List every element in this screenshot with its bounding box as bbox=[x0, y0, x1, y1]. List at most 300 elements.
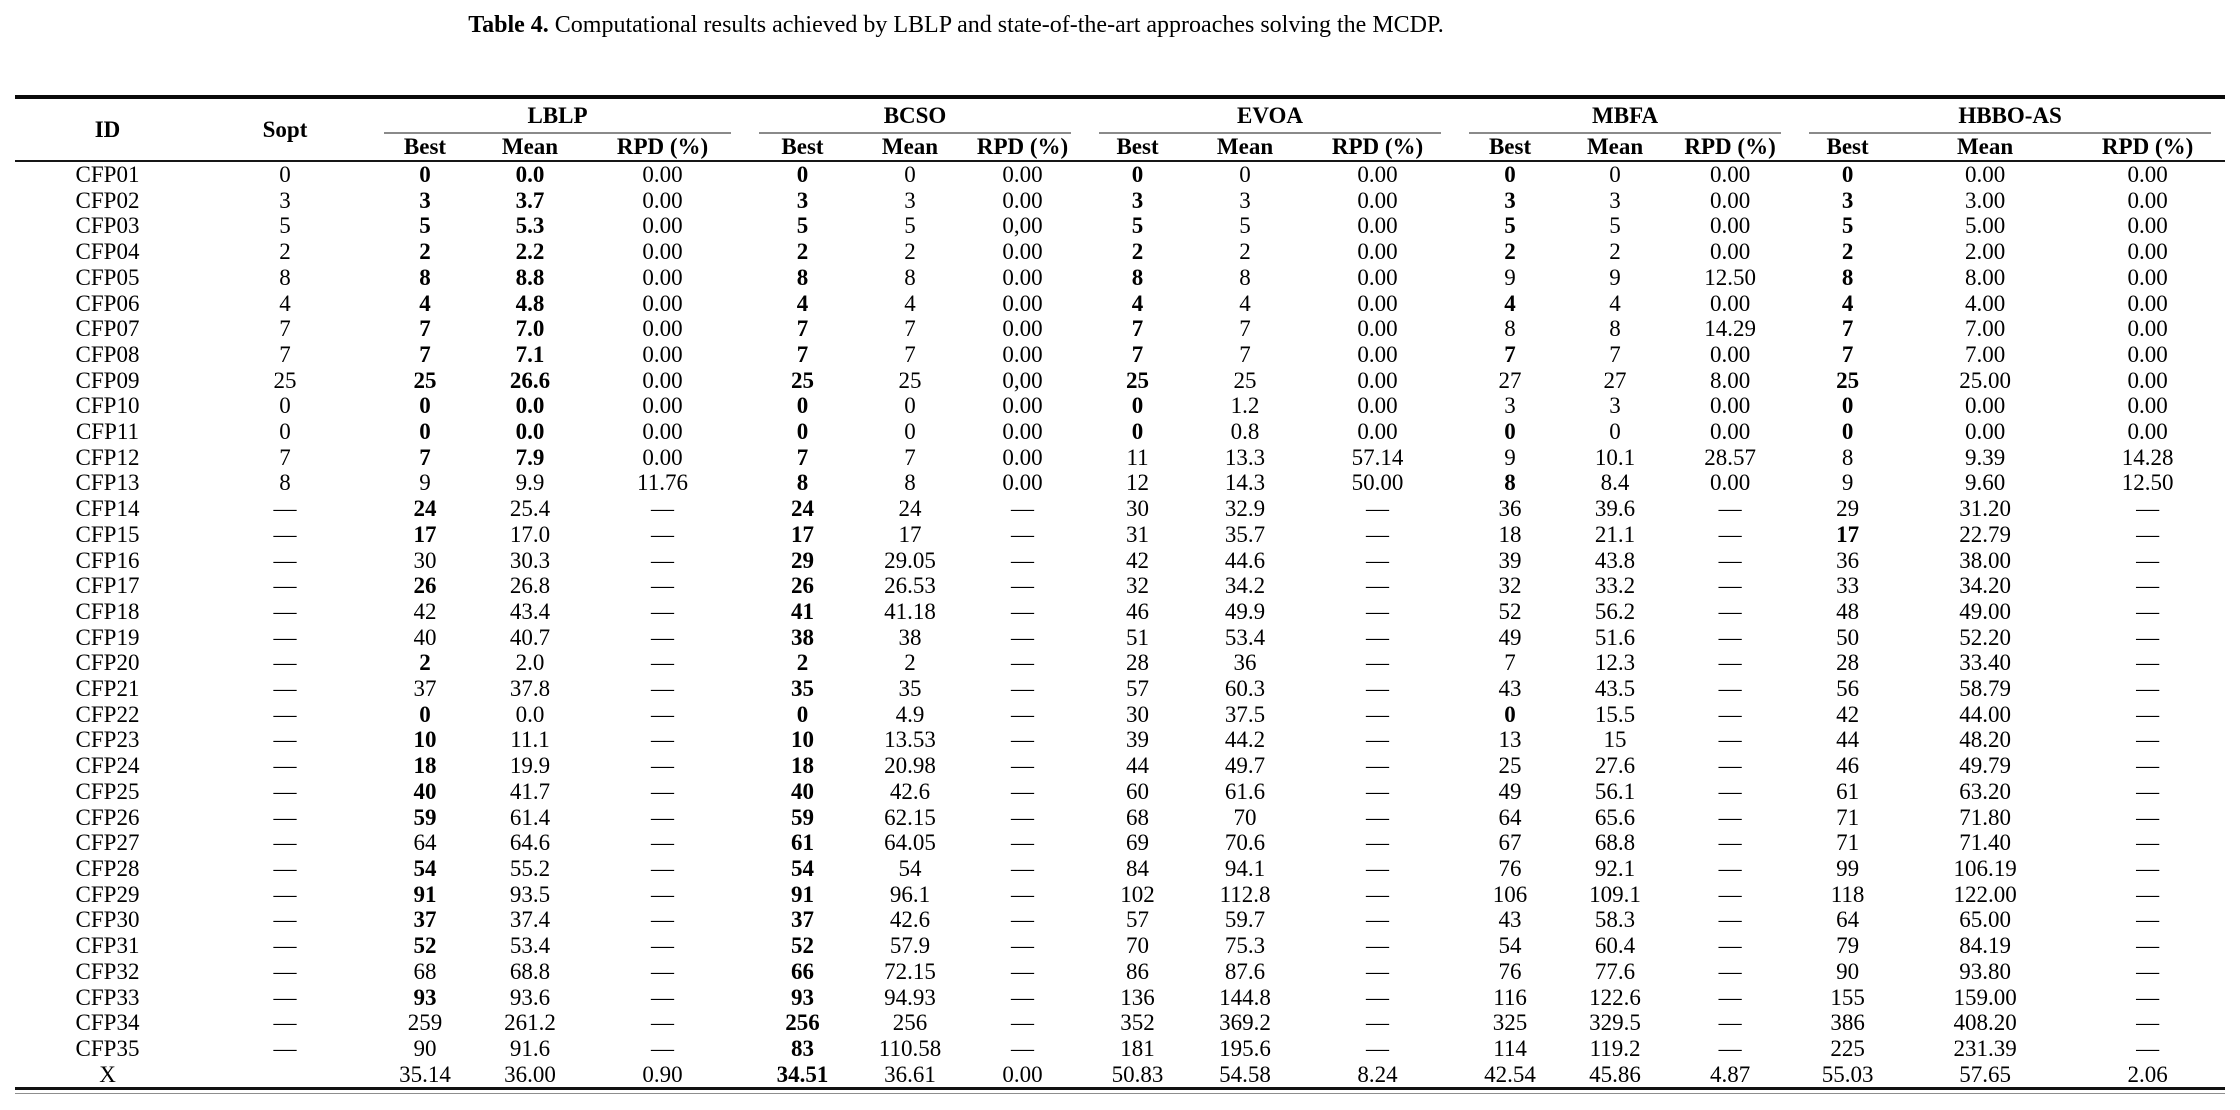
value-cell: 30 bbox=[1126, 496, 1150, 522]
value-cell: 0.0 bbox=[515, 162, 545, 187]
value-cell: 55.03 bbox=[1821, 1061, 1874, 1087]
value-cell: 50 bbox=[1836, 624, 1860, 650]
value-cell: — bbox=[1011, 727, 1035, 753]
value-cell: 116 bbox=[1493, 984, 1527, 1010]
value-cell: 7 bbox=[1131, 316, 1144, 342]
value-cell: — bbox=[651, 1010, 674, 1036]
value-cell: 70 bbox=[1126, 933, 1150, 959]
value-cell: 28.57 bbox=[1704, 444, 1756, 470]
table-row-cfp21 bbox=[15, 676, 2225, 702]
value-cell: 30 bbox=[1126, 701, 1150, 727]
value-cell: 64 bbox=[413, 830, 437, 856]
value-cell: 84 bbox=[1126, 855, 1150, 881]
value-cell: 5 bbox=[1131, 213, 1144, 239]
value-cell: 261.2 bbox=[504, 1010, 556, 1036]
value-cell: 0 bbox=[1504, 419, 1516, 445]
value-cell: 37.5 bbox=[1224, 701, 1266, 727]
value-cell: 51.6 bbox=[1594, 624, 1636, 650]
value-cell: 8 bbox=[419, 264, 431, 290]
value-cell: 2.06 bbox=[2127, 1061, 2168, 1087]
value-cell: 3 bbox=[904, 187, 916, 213]
value-cell: 5.3 bbox=[515, 213, 545, 239]
value-cell: 9 bbox=[419, 470, 431, 496]
value-cell: 0,00 bbox=[1002, 213, 1043, 239]
value-cell: 40 bbox=[791, 778, 814, 804]
value-cell: 39 bbox=[1126, 727, 1150, 753]
value-cell: 5.00 bbox=[1964, 213, 2006, 239]
sopt-cell: — bbox=[273, 701, 297, 727]
value-cell: 44.00 bbox=[1959, 701, 2011, 727]
value-cell: 9.60 bbox=[1964, 470, 2006, 496]
sopt-cell bbox=[200, 1062, 370, 1089]
value-cell: 0.00 bbox=[642, 393, 683, 419]
value-cell: — bbox=[651, 727, 674, 753]
value-cell: 35.14 bbox=[399, 1061, 451, 1087]
value-cell: 51 bbox=[1126, 624, 1150, 650]
value-cell: 53.4 bbox=[1224, 624, 1266, 650]
value-cell: 0.00 bbox=[1357, 264, 1398, 290]
col-header-lblp-rpd: RPD (%) bbox=[580, 134, 745, 161]
value-cell: 0 bbox=[904, 162, 916, 187]
value-cell: 7 bbox=[904, 444, 916, 470]
value-cell: 4 bbox=[1841, 290, 1854, 316]
value-cell: — bbox=[651, 958, 674, 984]
value-cell: 60 bbox=[1126, 778, 1150, 804]
row-id-cell: CFP30 bbox=[75, 907, 140, 933]
value-cell: — bbox=[651, 701, 674, 727]
value-cell: — bbox=[651, 496, 674, 522]
value-cell: 12.50 bbox=[2121, 470, 2174, 496]
value-cell: 102 bbox=[1120, 881, 1155, 907]
sopt-cell: — bbox=[273, 598, 297, 624]
value-cell: 61.6 bbox=[1224, 778, 1266, 804]
row-id-cell: CFP31 bbox=[75, 933, 140, 959]
row-id-cell: CFP24 bbox=[75, 753, 140, 779]
value-cell: 38 bbox=[898, 624, 922, 650]
value-cell: 66 bbox=[791, 958, 814, 984]
value-cell: — bbox=[1011, 778, 1035, 804]
value-cell: — bbox=[1366, 933, 1390, 959]
value-cell: 64.6 bbox=[509, 830, 551, 856]
value-cell: — bbox=[1366, 855, 1390, 881]
value-cell: 27.6 bbox=[1594, 753, 1636, 779]
value-cell: 9 bbox=[1504, 264, 1516, 290]
value-cell: 0.00 bbox=[1002, 239, 1043, 265]
value-cell: — bbox=[1366, 778, 1390, 804]
value-cell: — bbox=[1011, 881, 1035, 907]
value-cell: 99 bbox=[1836, 855, 1860, 881]
value-cell: 44.2 bbox=[1224, 727, 1266, 753]
value-cell: 87.6 bbox=[1224, 958, 1266, 984]
value-cell: 0.0 bbox=[515, 419, 545, 445]
col-header-mbfa-best: Best bbox=[1455, 134, 1565, 161]
value-cell: 65.00 bbox=[1959, 907, 2011, 933]
value-cell: 37 bbox=[791, 907, 814, 933]
row-id-cell: CFP14 bbox=[75, 496, 140, 522]
row-id-cell: CFP13 bbox=[75, 470, 140, 496]
value-cell: 37 bbox=[413, 907, 437, 933]
value-cell: 256 bbox=[892, 1010, 928, 1036]
value-cell: 11.1 bbox=[510, 727, 550, 753]
value-cell: 225 bbox=[1830, 1035, 1865, 1061]
value-cell: 75.3 bbox=[1224, 933, 1266, 959]
value-cell: — bbox=[1718, 1010, 1742, 1036]
value-cell: 106 bbox=[1492, 881, 1528, 907]
value-cell: 8 bbox=[1504, 316, 1516, 342]
value-cell: — bbox=[2136, 650, 2160, 676]
value-cell: 49 bbox=[1498, 624, 1522, 650]
value-cell: 2 bbox=[419, 239, 431, 265]
value-cell: — bbox=[2136, 984, 2160, 1010]
sopt-cell: — bbox=[273, 521, 297, 547]
col-header-bcso-best: Best bbox=[745, 134, 860, 161]
value-cell: 8 bbox=[1609, 316, 1621, 342]
value-cell: 0 bbox=[1841, 393, 1854, 419]
value-cell: 2 bbox=[904, 650, 916, 676]
row-id-cell: CFP06 bbox=[75, 290, 140, 316]
value-cell: 4.9 bbox=[895, 701, 925, 727]
value-cell: 35.7 bbox=[1224, 521, 1266, 547]
value-cell: 71.80 bbox=[1959, 804, 2011, 830]
value-cell: 50.83 bbox=[1111, 1061, 1164, 1087]
value-cell: — bbox=[1366, 624, 1390, 650]
value-cell: — bbox=[1011, 753, 1035, 779]
value-cell: 3 bbox=[1504, 187, 1516, 213]
value-cell: 14.28 bbox=[2121, 444, 2174, 470]
value-cell: 3 bbox=[1841, 187, 1854, 213]
value-cell: 0 bbox=[1609, 419, 1621, 445]
value-cell: 58.3 bbox=[1594, 907, 1636, 933]
value-cell: 4 bbox=[419, 290, 431, 316]
col-header-bcso-mean: Mean bbox=[860, 134, 960, 161]
value-cell: 52.20 bbox=[1959, 624, 2011, 650]
value-cell: 0 bbox=[1504, 162, 1516, 187]
table-row-cfp03 bbox=[15, 213, 2225, 239]
value-cell: 25 bbox=[1126, 367, 1150, 393]
value-cell: 2 bbox=[1609, 239, 1621, 265]
value-cell: 0.00 bbox=[2127, 367, 2168, 393]
value-cell: — bbox=[2136, 804, 2160, 830]
table-row-cfp34 bbox=[15, 1010, 2225, 1036]
value-cell: 35 bbox=[898, 676, 922, 702]
value-cell: 159.00 bbox=[1953, 984, 2017, 1010]
value-cell: 86 bbox=[1126, 958, 1150, 984]
value-cell: 61 bbox=[791, 830, 814, 856]
value-cell: 8 bbox=[1841, 444, 1854, 470]
value-cell: 0.00 bbox=[1002, 393, 1043, 419]
value-cell: 3 bbox=[1239, 187, 1251, 213]
table-row-cfp01 bbox=[15, 161, 2225, 188]
value-cell: 0.00 bbox=[642, 290, 683, 316]
sopt-cell: — bbox=[273, 753, 297, 779]
col-header-evoa-best: Best bbox=[1085, 134, 1190, 161]
value-cell: 0 bbox=[1239, 162, 1251, 187]
value-cell: 32 bbox=[1126, 573, 1150, 599]
value-cell: 19.9 bbox=[509, 753, 551, 779]
value-cell: 14.3 bbox=[1224, 470, 1266, 496]
value-cell: 26 bbox=[791, 573, 814, 599]
value-cell: 0.00 bbox=[1964, 162, 2006, 187]
value-cell: 0.00 bbox=[2127, 393, 2168, 419]
value-cell: — bbox=[651, 1035, 674, 1061]
sopt-cell: 8 bbox=[279, 470, 291, 496]
table-row-cfp25 bbox=[15, 779, 2225, 805]
value-cell: 0.00 bbox=[1357, 316, 1398, 342]
value-cell: — bbox=[1718, 676, 1742, 702]
value-cell: — bbox=[651, 624, 674, 650]
value-cell: — bbox=[651, 598, 674, 624]
value-cell: 0.00 bbox=[1357, 187, 1398, 213]
value-cell: 49 bbox=[1498, 778, 1522, 804]
value-cell: 34.51 bbox=[776, 1061, 829, 1087]
value-cell: 0.00 bbox=[1709, 470, 1751, 496]
value-cell: 26.6 bbox=[509, 367, 551, 393]
value-cell: 0.00 bbox=[1709, 187, 1751, 213]
value-cell: — bbox=[651, 881, 674, 907]
row-id-cell: CFP33 bbox=[75, 984, 140, 1010]
value-cell: 49.9 bbox=[1224, 598, 1266, 624]
sopt-cell: — bbox=[273, 650, 297, 676]
value-cell: 57.65 bbox=[1959, 1061, 2011, 1087]
value-cell: 7 bbox=[1504, 341, 1516, 367]
value-cell: 91 bbox=[413, 881, 437, 907]
value-cell: 325 bbox=[1492, 1010, 1528, 1036]
value-cell: 0.00 bbox=[1357, 419, 1398, 445]
value-cell: 7 bbox=[1131, 341, 1144, 367]
value-cell: 33.2 bbox=[1594, 573, 1636, 599]
row-id-cell: CFP18 bbox=[75, 598, 140, 624]
value-cell: 12.50 bbox=[1704, 264, 1756, 290]
value-cell: 3 bbox=[1609, 187, 1621, 213]
sopt-cell: — bbox=[273, 676, 297, 702]
value-cell: 0 bbox=[419, 419, 431, 445]
table-header bbox=[15, 97, 2225, 161]
value-cell: 69 bbox=[1126, 830, 1150, 856]
value-cell: — bbox=[1718, 881, 1742, 907]
value-cell: 0.00 bbox=[1002, 264, 1043, 290]
row-id-cell: CFP08 bbox=[75, 341, 140, 367]
value-cell: 7 bbox=[1841, 341, 1854, 367]
table-row-cfp17 bbox=[15, 573, 2225, 599]
value-cell: — bbox=[651, 984, 674, 1010]
value-cell: — bbox=[651, 547, 674, 573]
value-cell: 0.00 bbox=[642, 316, 683, 342]
value-cell: 15 bbox=[1603, 727, 1627, 753]
table-row-cfp31 bbox=[15, 933, 2225, 959]
value-cell: 2.2 bbox=[515, 239, 545, 265]
value-cell: 0 bbox=[796, 419, 809, 445]
value-cell: 33 bbox=[1836, 573, 1860, 599]
value-cell: 43 bbox=[1498, 907, 1522, 933]
col-header-evoa-mean: Mean bbox=[1190, 134, 1300, 161]
value-cell: 91 bbox=[791, 881, 814, 907]
sopt-cell: 3 bbox=[279, 187, 291, 213]
value-cell: 8 bbox=[796, 264, 809, 290]
value-cell: 352 bbox=[1120, 1010, 1155, 1036]
value-cell: 57 bbox=[1126, 907, 1150, 933]
value-cell: 8 bbox=[1504, 470, 1516, 496]
table-row-cfp02 bbox=[15, 188, 2225, 214]
value-cell: 4.00 bbox=[1964, 290, 2006, 316]
value-cell: 64 bbox=[1836, 907, 1860, 933]
value-cell: — bbox=[1366, 701, 1390, 727]
value-cell: 70.6 bbox=[1224, 830, 1266, 856]
value-cell: 60.4 bbox=[1594, 933, 1636, 959]
value-cell: 2 bbox=[1841, 239, 1854, 265]
group-header-hbbo-as-label: HBBO-AS bbox=[1809, 99, 2211, 134]
value-cell: 45.86 bbox=[1589, 1061, 1641, 1087]
value-cell: 0.00 bbox=[1709, 239, 1751, 265]
value-cell: 5 bbox=[904, 213, 916, 239]
value-cell: 37.8 bbox=[509, 676, 551, 702]
value-cell: 0.00 bbox=[642, 367, 683, 393]
row-id-cell: CFP16 bbox=[75, 547, 140, 573]
value-cell: 8.00 bbox=[1709, 367, 1751, 393]
value-cell: 4 bbox=[1609, 290, 1621, 316]
value-cell: 0.00 bbox=[1002, 470, 1043, 496]
value-cell: 1.2 bbox=[1230, 393, 1260, 419]
value-cell: 2 bbox=[1239, 239, 1251, 265]
value-cell: 8.24 bbox=[1357, 1061, 1398, 1087]
table-row-cfp32 bbox=[15, 959, 2225, 985]
value-cell: 43.4 bbox=[509, 598, 551, 624]
value-cell: 329.5 bbox=[1589, 1010, 1641, 1036]
value-cell: 76 bbox=[1498, 855, 1522, 881]
col-header-evoa-rpd: RPD (%) bbox=[1300, 134, 1455, 161]
value-cell: 0.8 bbox=[1230, 419, 1260, 445]
value-cell: 90 bbox=[413, 1035, 437, 1061]
col-header-mbfa-rpd: RPD (%) bbox=[1665, 134, 1795, 161]
value-cell: — bbox=[2136, 855, 2160, 881]
value-cell: 43.8 bbox=[1594, 547, 1636, 573]
value-cell: — bbox=[2136, 778, 2160, 804]
value-cell: 14.29 bbox=[1704, 316, 1756, 342]
value-cell: — bbox=[1366, 521, 1390, 547]
value-cell: 54 bbox=[898, 855, 922, 881]
value-cell: 0.00 bbox=[1002, 341, 1043, 367]
value-cell: 21.1 bbox=[1594, 521, 1636, 547]
value-cell: 93 bbox=[791, 984, 814, 1010]
value-cell: 7.00 bbox=[1964, 341, 2006, 367]
value-cell: 90 bbox=[1836, 958, 1860, 984]
value-cell: — bbox=[2136, 1035, 2160, 1061]
table-row-cfp20 bbox=[15, 650, 2225, 676]
value-cell: 56.1 bbox=[1594, 778, 1636, 804]
sopt-cell: — bbox=[273, 907, 297, 933]
sopt-cell: — bbox=[273, 830, 297, 856]
value-cell: 64 bbox=[1498, 804, 1522, 830]
col-header-sopt: Sopt bbox=[200, 97, 370, 161]
value-cell: 32 bbox=[1498, 573, 1522, 599]
value-cell: 46 bbox=[1836, 753, 1860, 779]
row-id-cell: CFP22 bbox=[75, 701, 140, 727]
value-cell: 119.2 bbox=[1589, 1035, 1641, 1061]
value-cell: 10.1 bbox=[1594, 444, 1636, 470]
value-cell: 386 bbox=[1830, 1010, 1865, 1036]
value-cell: 9 bbox=[1841, 470, 1854, 496]
sopt-cell: 0 bbox=[279, 162, 291, 187]
row-id-cell: CFP07 bbox=[75, 316, 140, 342]
value-cell: 31 bbox=[1126, 521, 1150, 547]
sopt-cell: — bbox=[273, 778, 297, 804]
value-cell: — bbox=[1011, 598, 1035, 624]
value-cell: — bbox=[1011, 701, 1035, 727]
value-cell: 49.00 bbox=[1959, 598, 2011, 624]
value-cell: — bbox=[2136, 753, 2160, 779]
value-cell: 0.00 bbox=[1357, 341, 1398, 367]
value-cell: 8 bbox=[796, 470, 809, 496]
value-cell: 0.00 bbox=[2127, 290, 2168, 316]
group-header-mbfa bbox=[1455, 97, 1795, 134]
value-cell: 56.2 bbox=[1594, 598, 1636, 624]
value-cell: — bbox=[2136, 933, 2160, 959]
value-cell: 57.9 bbox=[889, 933, 931, 959]
value-cell: 40.7 bbox=[509, 624, 551, 650]
value-cell: — bbox=[1366, 753, 1390, 779]
value-cell: 54 bbox=[1498, 933, 1522, 959]
value-cell: 10 bbox=[413, 727, 437, 753]
value-cell: — bbox=[651, 778, 674, 804]
table-row-cfp10 bbox=[15, 393, 2225, 419]
value-cell: 3 bbox=[419, 187, 431, 213]
table-row-cfp05 bbox=[15, 265, 2225, 291]
value-cell: 27 bbox=[1498, 367, 1522, 393]
value-cell: 41 bbox=[791, 598, 814, 624]
value-cell: — bbox=[1718, 830, 1742, 856]
table-row-cfp06 bbox=[15, 291, 2225, 317]
value-cell: 4 bbox=[904, 290, 916, 316]
value-cell: — bbox=[651, 676, 674, 702]
value-cell: 52 bbox=[791, 933, 814, 959]
value-cell: 29 bbox=[791, 547, 814, 573]
sopt-cell: 0 bbox=[279, 393, 291, 419]
value-cell: 48 bbox=[1836, 598, 1860, 624]
value-cell: 42.6 bbox=[889, 778, 931, 804]
value-cell: 17 bbox=[1836, 521, 1860, 547]
value-cell: — bbox=[1718, 804, 1742, 830]
col-header-hbboas-mean: Mean bbox=[1900, 134, 2070, 161]
value-cell: 77.6 bbox=[1594, 958, 1636, 984]
value-cell: 369.2 bbox=[1219, 1010, 1271, 1036]
value-cell: — bbox=[1011, 573, 1035, 599]
results-table bbox=[15, 95, 2225, 1090]
table-row-cfp08 bbox=[15, 342, 2225, 368]
value-cell: 7.00 bbox=[1964, 316, 2006, 342]
row-id-cell: X bbox=[99, 1061, 116, 1087]
value-cell: 29.05 bbox=[884, 547, 936, 573]
value-cell: 12.3 bbox=[1594, 650, 1636, 676]
value-cell: 42 bbox=[1836, 701, 1860, 727]
value-cell: 0.90 bbox=[642, 1061, 683, 1087]
value-cell: 0.00 bbox=[2127, 264, 2168, 290]
value-cell: 0.00 bbox=[1357, 239, 1398, 265]
sopt-cell: 7 bbox=[279, 316, 291, 342]
value-cell: 11.76 bbox=[637, 470, 688, 496]
value-cell: 28 bbox=[1126, 650, 1150, 676]
group-header-lblp-label: LBLP bbox=[384, 99, 731, 134]
value-cell: 7 bbox=[1609, 341, 1621, 367]
value-cell: 8 bbox=[1131, 264, 1144, 290]
row-id-cell: CFP28 bbox=[75, 855, 140, 881]
row-id-cell: CFP03 bbox=[75, 213, 140, 239]
value-cell: — bbox=[1366, 598, 1390, 624]
value-cell: — bbox=[1366, 1010, 1390, 1036]
value-cell: 0 bbox=[1841, 162, 1854, 187]
value-cell: 61.4 bbox=[509, 804, 551, 830]
sopt-cell: 2 bbox=[279, 239, 291, 265]
table-row-cfp09 bbox=[15, 368, 2225, 394]
value-cell: 0.00 bbox=[2127, 419, 2168, 445]
